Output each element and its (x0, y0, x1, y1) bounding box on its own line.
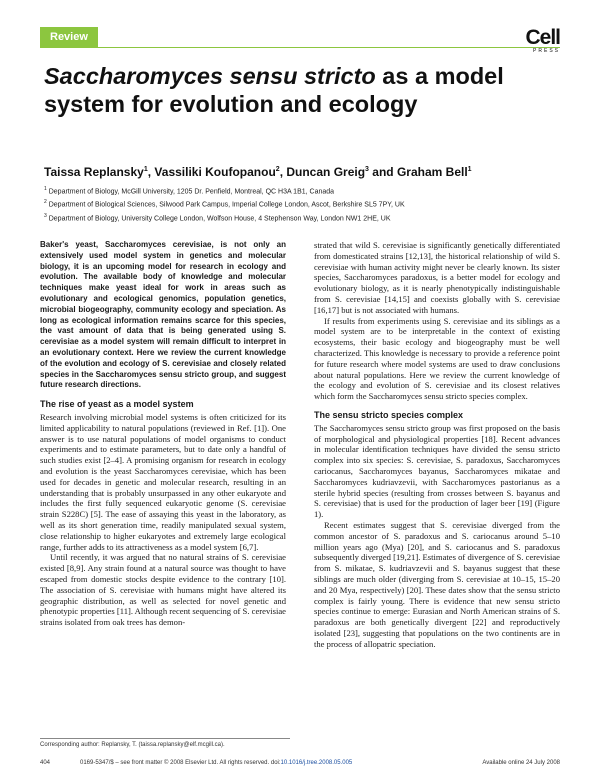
author-separator: , (279, 165, 287, 179)
author-affil-mark: 3 (365, 166, 369, 173)
header-rule (40, 47, 560, 48)
author-affil-mark: 2 (275, 166, 280, 173)
body-paragraph: Research involving microbial model systems is often criticized for its limited applicability to natural populations (reviewed in Ref. [1]). One answer is to use natural populations of model organisms to conduct experiments and to estimate parameters, but to date only a handful of such studies exist [2–4]. A promising organism for research in ecology and evolution is the yeast Saccharomyces cerevisiae, which has been used for decades in genetic and molecular research, resulting in an understanding that is probably unsurpassed in any other eukaryote and includes the first fully sequenced eukaryotic genome (S. cerevisiae strain S228C) [5]. The ease of assaying this yeast in the laboratory, as well as its short generation time, readily manipulated sexual system, close relationship to higher eukaryotes and extremely large ecological range, further adds to its attractiveness as a model system [6,7]. (40, 411, 286, 552)
author-list (44, 165, 564, 179)
author-affil-mark: 1 (467, 166, 472, 173)
affiliation (44, 197, 564, 210)
affiliation (44, 211, 564, 224)
author-name: Duncan Greig (286, 165, 366, 179)
body-paragraph: If results from experiments using S. cerevisiae and its siblings as a model system are to be interpretable in the context of existing ecosystems, their basic ecology and biogeography must be well characterized. This knowledge is necessary to provide a reference point for future research where model systems are used to draw conclusions about natural populations. Here we review the current knowledge of the ecology and evolution of S. cerevisiae and its closest relatives which form the Saccharomyces sensu stricto species complex. (314, 315, 560, 402)
affiliation-mark: 3 (44, 212, 47, 219)
affiliation-list (44, 184, 564, 224)
affiliation-mark: 1 (44, 186, 47, 192)
section-heading: The sensu stricto species complex (314, 409, 464, 420)
author-name: Graham Bell (396, 165, 468, 179)
affiliation-text: Department of Biological Sciences, Silwood Park Campus, Imperial College London, Ascot, Berkshire SL5 7PY, UK (48, 201, 405, 209)
cell-press-logo (525, 28, 560, 54)
title-italic: Saccharomyces sensu stricto (44, 63, 376, 89)
page-number: 404 (40, 760, 51, 766)
affiliation-text: Department of Biology, McGill University, 1205 Dr. Penfield, Montreal, QC H3A 1B1, Canada (48, 188, 335, 196)
online-date: Available online 24 July 2008 (482, 760, 560, 766)
doi-link[interactable]: 10.1016/j.tree.2008.05.005 (280, 760, 353, 766)
author-name: Taissa Replansky (44, 165, 144, 179)
abstract: Baker's yeast, Saccharomyces cerevisiae, is not only an extensively used model system in genetics and molecular biology, it is an upcoming model for research in ecology and evolution. The available body of knowledge and molecular techniques make yeast ideal for work in areas such as evolutionary and ecological genomics, population genetics, microbial biogeography, community ecology and speciation. As long as ecological information remains scarce for this species, the vast amount of data that is being generated using S. cerevisiae as a model system will remain difficult to interpret in an evolutionary context. Here we review the current knowledge of the evolution and ecology of S. cerevisiae and closely related species in the Saccharomyces sensu stricto group, and suggest future research directions. (40, 240, 286, 390)
author-separator: , (147, 165, 155, 179)
affiliation-text: Department of Biology, University College London, Wolfson House, 4 Stephenson Way, London NW1 2HE, UK (48, 214, 391, 222)
author-name: Vassiliki Koufopanou (154, 165, 276, 179)
title-rest: as a model system for evolution and ecology (44, 63, 504, 117)
author-separator: and (368, 165, 397, 179)
article-title (44, 62, 544, 118)
logo-text: Cell (525, 26, 560, 49)
right-column (314, 240, 560, 649)
body-paragraph: The Saccharomyces sensu stricto group was first proposed on the basis of morphological and physiological properties [18]. Recent advances in molecular identification techniques have divided the sensu stricto complex into six species: S. cerevisiae, S. paradoxus, Saccharomyces cariocanus, Saccharomyces bayanus, Saccharomyces mikatae and Saccharomyces kudriavzevii, with Saccharomyces pastorianus as a sterile hybrid species (resulting from crosses between S. bayanus and S. cerevisiae) that is used for the production of lager beer [19] (Figure 1). (314, 422, 560, 520)
copyright-text: 0169-5347/$ – see front matter © 2008 Elsevier Ltd. All rights reserved. doi: (80, 760, 281, 766)
body-paragraph: strated that wild S. cerevisiae is significantly genetically differentiated from domesticated strains [12,13], the historical relationship of wild S. cerevisiae with human activity might never be clearly known. Its sister species, Saccharomyces paradoxus, is a better model for ecology and evolutionary biology, as it is nearly phenotypically indistinguishable from S. cerevisiae [14,15] and coexists globally with S. cerevisiae [16,17] but is not associated with humans. (314, 240, 560, 315)
section-heading: The rise of yeast as a model system (40, 399, 194, 410)
article-type-tag: Review (40, 27, 98, 47)
copyright-info (80, 760, 352, 766)
author-affil-mark: 1 (143, 166, 148, 173)
body-paragraph: Until recently, it was argued that no natural strains of S. cerevisiae existed [8,9]. Any strain found at a natural source was thought to have escaped from domestic stocks despite evidence to the contrary [10]. The association of S. cerevisiae with humans might have altered its geographic distribution, as well as selected for novel genetic and phenotypic properties [11]. Although recent sequencing of S. cerevisiae strains isolated from oak trees has demon- (40, 552, 286, 628)
logo-subtext: PRESS (533, 48, 560, 54)
corresponding-author-footnote: Corresponding author: Replansky, T. (taissa.replansky@elf.mcgill.ca). (40, 738, 290, 748)
left-column (40, 240, 286, 628)
affiliation-mark: 2 (44, 199, 47, 206)
body-paragraph: Recent estimates suggest that S. cerevisiae diverged from the common ancestor of S. paradoxus and S. cariocanus around 5–10 million years ago (Mya) [20], and S. cariocanus and S. paradoxus subsequently diverged [19,21]. Estimates of divergence of S. cerevisiae from S. mikatae, S. kudriavzevii and S. bayanus suggest that these siblings are much older (diverging from S. cerevisiae at 10–15, 15–20 and 20 Mya, respectively) [20]. These dates show that the sensu stricto complex is fairly young. There is evidence that new sensu stricto species continue to emerge: Eurasian and North American strains of S. paradoxus are both genetically divergent [22] and reproductively isolated [23], suggesting that populations on the two continents are in the process of allopatric speciation. (314, 519, 560, 649)
affiliation (44, 184, 564, 197)
